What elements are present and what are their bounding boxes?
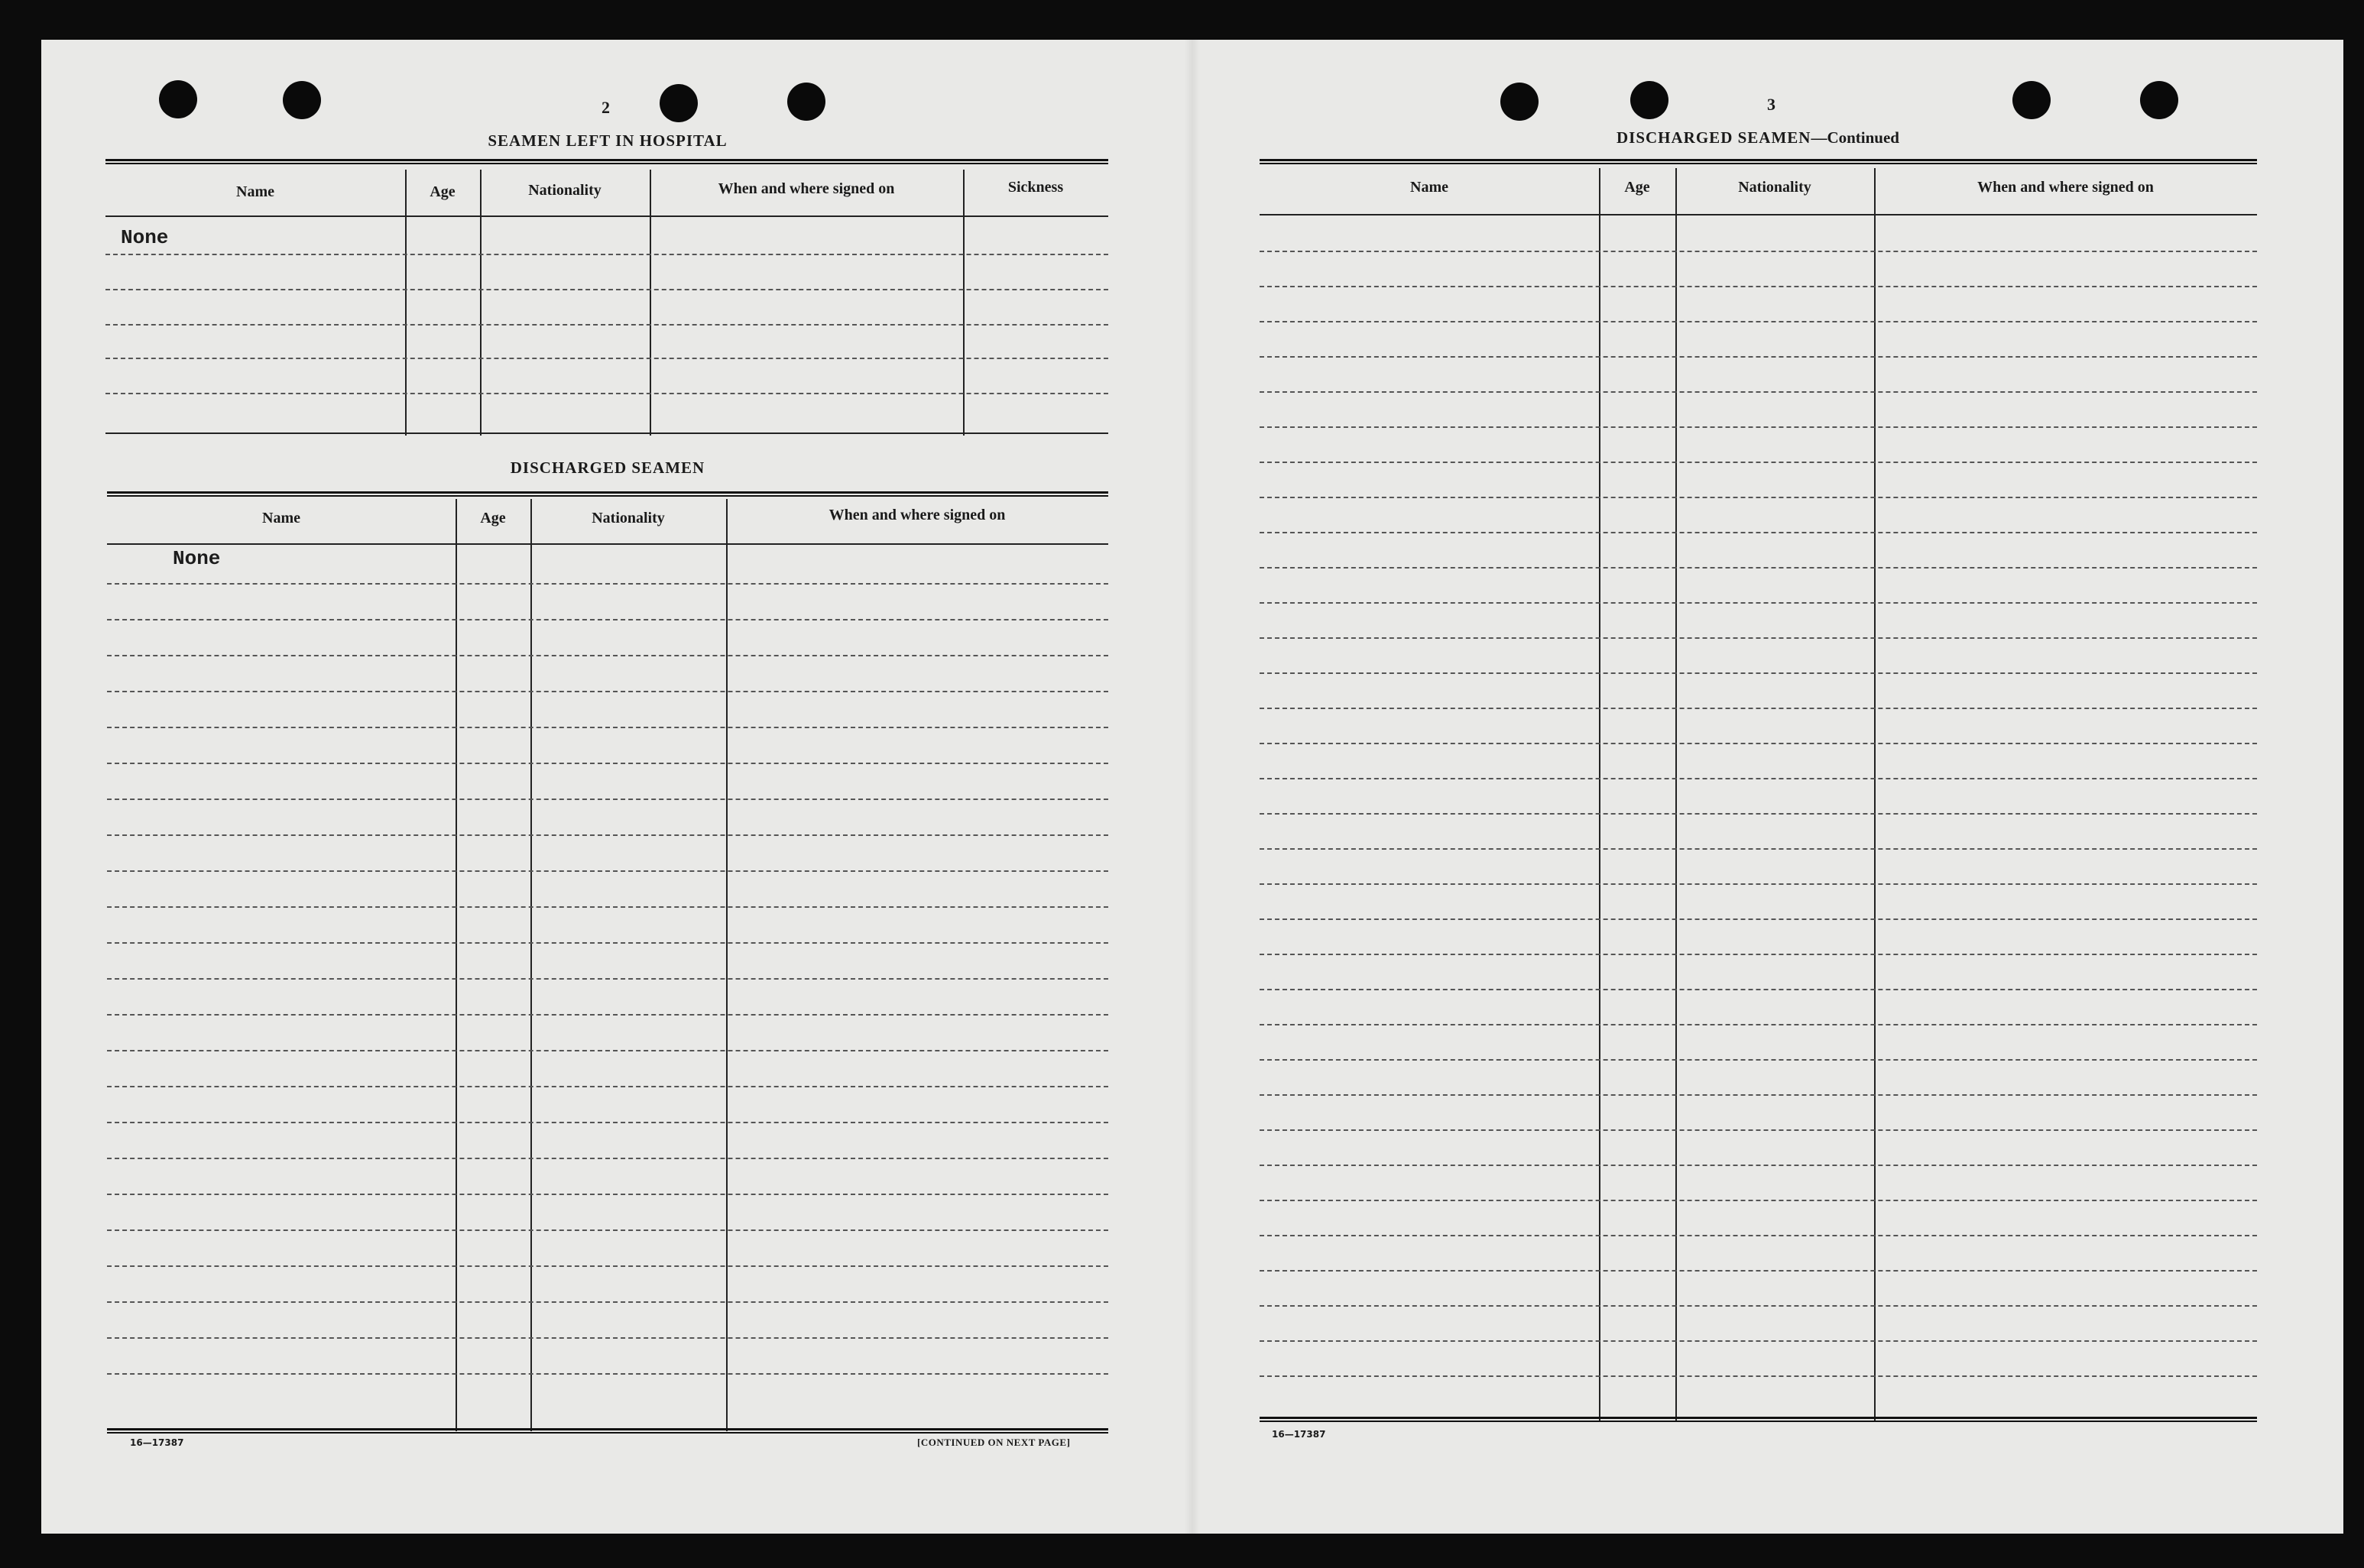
title-text: DISCHARGED SEAMEN	[1617, 128, 1811, 147]
entry-line	[107, 978, 1108, 980]
column-divider	[726, 499, 728, 1431]
entry-line	[1260, 883, 2257, 885]
entry-line	[1260, 989, 2257, 990]
column-divider	[650, 170, 651, 436]
entry-line	[107, 619, 1108, 620]
entry-line	[1260, 1200, 2257, 1201]
entry-line	[1260, 567, 2257, 569]
discharged-continued-table	[1260, 159, 2257, 1421]
entry-line	[1260, 848, 2257, 850]
entry-line	[1260, 391, 2257, 393]
table-bottom-rule	[105, 432, 1108, 434]
punch-hole	[159, 80, 197, 118]
entry-line	[105, 254, 1108, 255]
entry-line	[107, 1194, 1108, 1195]
column-divider	[456, 499, 457, 1431]
column-divider	[530, 499, 532, 1431]
column-divider	[480, 170, 482, 436]
table-top-rule	[1260, 159, 2257, 164]
col-header-age: Age	[1624, 179, 1650, 196]
header-bottom-rule	[1260, 214, 2257, 215]
entry-line	[105, 393, 1108, 394]
col-header-signed-on: When and where signed on	[829, 507, 1006, 523]
entry-line	[1260, 1059, 2257, 1061]
entry-line	[1260, 1340, 2257, 1342]
entry-line	[1260, 918, 2257, 920]
entry-line	[105, 289, 1108, 290]
page-number: 3	[1767, 95, 1775, 114]
punch-hole	[787, 83, 825, 121]
entry-line	[107, 727, 1108, 728]
discharged-section-title: DISCHARGED SEAMEN	[510, 458, 705, 477]
punch-hole	[2140, 81, 2178, 119]
entry-line	[105, 358, 1108, 359]
col-header-signed-on: When and where signed on	[1977, 179, 2154, 196]
entry-line	[1260, 602, 2257, 604]
entry-line	[107, 1158, 1108, 1159]
continued-note: [CONTINUED ON NEXT PAGE]	[917, 1437, 1071, 1448]
column-divider	[405, 170, 407, 436]
col-header-name: Name	[1410, 179, 1448, 196]
entry-line	[107, 583, 1108, 585]
entry-line	[1260, 1305, 2257, 1307]
col-header-signed-on: When and where signed on	[718, 180, 895, 197]
entry-line	[1260, 251, 2257, 252]
entry-line	[107, 1122, 1108, 1123]
entry-line	[107, 906, 1108, 908]
col-header-name: Name	[236, 183, 274, 200]
entry-line	[107, 870, 1108, 872]
entry-line	[107, 799, 1108, 800]
entry-line	[1260, 813, 2257, 815]
hospital-entry-text: None	[121, 226, 169, 249]
entry-line	[1260, 637, 2257, 639]
header-bottom-rule	[105, 215, 1108, 217]
table-bottom-rule	[107, 1428, 1108, 1434]
column-divider	[963, 170, 965, 436]
table-top-rule	[105, 159, 1108, 164]
entry-line	[107, 655, 1108, 656]
page-number: 2	[602, 98, 610, 117]
table-bottom-rule	[1260, 1417, 2257, 1422]
header-bottom-rule	[107, 543, 1108, 545]
entry-line	[1260, 286, 2257, 287]
form-code: 16—17387	[130, 1437, 184, 1448]
hospital-section-title: SEAMEN LEFT IN HOSPITAL	[488, 131, 728, 150]
col-header-name: Name	[262, 510, 300, 526]
entry-line	[1260, 1235, 2257, 1236]
col-header-age: Age	[480, 510, 506, 526]
entry-line	[107, 1050, 1108, 1051]
entry-line	[1260, 356, 2257, 358]
entry-line	[105, 324, 1108, 326]
col-header-age: Age	[430, 183, 456, 200]
entry-line	[1260, 1024, 2257, 1025]
col-header-nationality: Nationality	[592, 510, 665, 526]
entry-line	[1260, 778, 2257, 779]
entry-line	[107, 1265, 1108, 1267]
entry-line	[107, 691, 1108, 692]
hospital-table	[105, 159, 1108, 436]
page-fold	[1185, 40, 1200, 1534]
entry-line	[1260, 1270, 2257, 1272]
col-header-nationality: Nationality	[1738, 179, 1811, 196]
entry-line	[107, 1373, 1108, 1375]
entry-line	[1260, 672, 2257, 674]
table-top-rule	[107, 491, 1108, 497]
entry-line	[107, 1086, 1108, 1087]
entry-line	[107, 763, 1108, 764]
entry-line	[1260, 426, 2257, 428]
entry-line	[1260, 532, 2257, 533]
entry-line	[1260, 321, 2257, 322]
punch-hole	[660, 84, 698, 122]
punch-hole	[1500, 83, 1539, 121]
entry-line	[1260, 1375, 2257, 1377]
punch-hole	[2012, 81, 2051, 119]
entry-line	[1260, 1129, 2257, 1131]
entry-line	[107, 834, 1108, 836]
entry-line	[1260, 1094, 2257, 1096]
entry-line	[107, 1229, 1108, 1231]
discharged-entry-text: None	[173, 547, 221, 570]
entry-line	[1260, 708, 2257, 709]
discharged-table	[107, 491, 1108, 1431]
punch-hole	[283, 81, 321, 119]
entry-line	[1260, 462, 2257, 463]
title-suffix: —Continued	[1811, 128, 1899, 147]
col-header-nationality: Nationality	[528, 182, 602, 199]
entry-line	[1260, 1165, 2257, 1166]
punch-hole	[1630, 81, 1668, 119]
entry-line	[107, 942, 1108, 944]
discharged-continued-title	[1261, 128, 2255, 147]
form-code: 16—17387	[1272, 1429, 1326, 1440]
entry-line	[1260, 743, 2257, 744]
entry-line	[107, 1337, 1108, 1339]
entry-line	[1260, 954, 2257, 955]
entry-line	[1260, 497, 2257, 498]
col-header-sickness: Sickness	[1007, 179, 1064, 196]
entry-line	[107, 1014, 1108, 1016]
entry-line	[107, 1301, 1108, 1303]
